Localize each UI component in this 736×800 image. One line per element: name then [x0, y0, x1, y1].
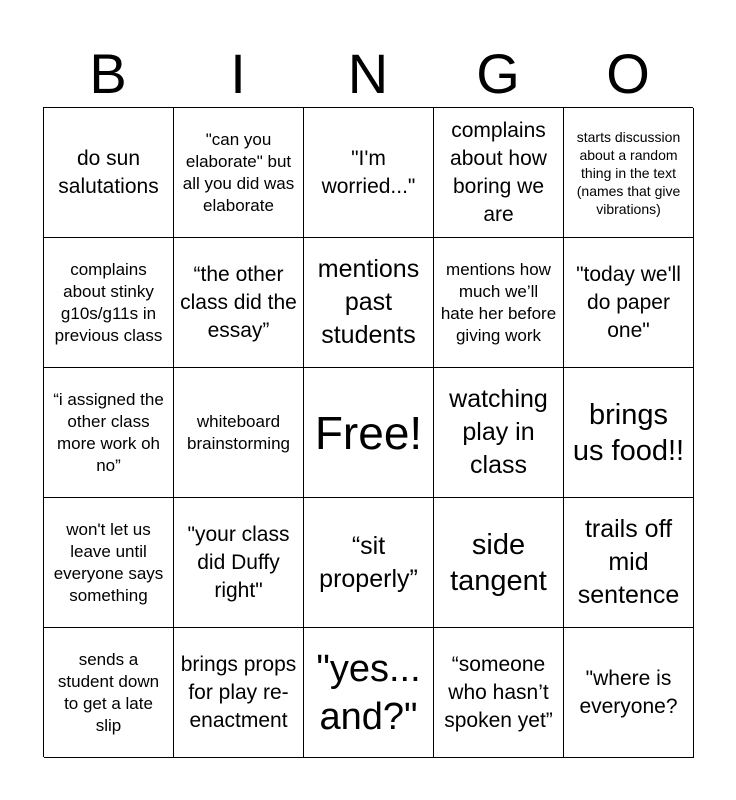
cell-text: trails off mid sentence [577, 515, 680, 609]
bingo-cell-free [304, 368, 434, 498]
cell-text: brings props for play re-enactment [180, 652, 297, 732]
cell-text: “i assigned the other class more work oh no” [53, 389, 164, 475]
cell-text: “the other class did the essay” [180, 262, 297, 342]
cell-text: side tangent [450, 528, 547, 597]
cell-text: won't let us leave until everyone says something [53, 519, 164, 605]
bingo-cell-r5-c4 [434, 628, 564, 758]
bingo-cell-r4-c5 [564, 498, 694, 628]
bingo-cell-r5-c1 [44, 628, 174, 758]
cell-text: "your class did Duffy right" [187, 522, 290, 602]
cell-text: "can you elaborate" but all you did was elaborate [182, 129, 295, 215]
bingo-cell-r3-c4 [434, 368, 564, 498]
bingo-cell-r1-c1 [44, 108, 174, 238]
bingo-cell-r2-c4 [434, 238, 564, 368]
cell-text: mentions past students [317, 255, 420, 349]
header-letter-i: I [230, 42, 246, 105]
bingo-cell-r3-c1 [44, 368, 174, 498]
bingo-cell-r1-c3 [304, 108, 434, 238]
cell-text: “sit properly” [319, 531, 418, 593]
header-letter-g: G [476, 42, 520, 105]
bingo-grid [43, 107, 693, 757]
bingo-cell-r5-c5 [564, 628, 694, 758]
cell-text: brings us food!! [572, 398, 685, 467]
cell-text: "today we'll do paper one" [576, 262, 681, 342]
cell-text: “someone who hasn’t spoken yet” [444, 652, 553, 732]
header-letter-n: N [347, 42, 389, 105]
cell-text: "I'm worried..." [321, 146, 416, 198]
bingo-cell-r5-c2 [174, 628, 304, 758]
bingo-cell-r5-c3 [304, 628, 434, 758]
bingo-cell-r1-c5 [564, 108, 694, 238]
header-letter-b: B [89, 42, 127, 105]
free-space-text: Free! [314, 406, 423, 459]
bingo-cell-r4-c4 [434, 498, 564, 628]
bingo-cell-r2-c5 [564, 238, 694, 368]
bingo-cell-r4-c1 [44, 498, 174, 628]
cell-text: watching play in class [449, 385, 548, 479]
bingo-cell-r1-c4 [434, 108, 564, 238]
cell-text: mentions how much we’ll hate her before giving work [440, 259, 557, 345]
header-letter-o: O [606, 42, 650, 105]
bingo-cell-r2-c2 [174, 238, 304, 368]
cell-text: complains about how boring we are [450, 118, 547, 226]
bingo-cell-r1-c2 [174, 108, 304, 238]
bingo-cell-r3-c2 [174, 368, 304, 498]
cell-text: starts discussion about a random thing in the text (names that give vibrations) [576, 128, 681, 217]
cell-text: do sun salutations [58, 146, 159, 198]
cell-text: "where is everyone? [579, 666, 678, 718]
bingo-cell-r2-c1 [44, 238, 174, 368]
cell-text: "yes... and?" [316, 647, 421, 738]
bingo-cell-r4-c2 [174, 498, 304, 628]
bingo-cell-r2-c3 [304, 238, 434, 368]
bingo-header [43, 40, 693, 108]
cell-text: complains about stinky g10s/g11s in previous class [54, 259, 163, 345]
bingo-cell-r4-c3 [304, 498, 434, 628]
bingo-cell-r3-c5 [564, 368, 694, 498]
cell-text: sends a student down to get a late slip [57, 649, 160, 735]
cell-text: whiteboard brainstorming [187, 411, 290, 453]
